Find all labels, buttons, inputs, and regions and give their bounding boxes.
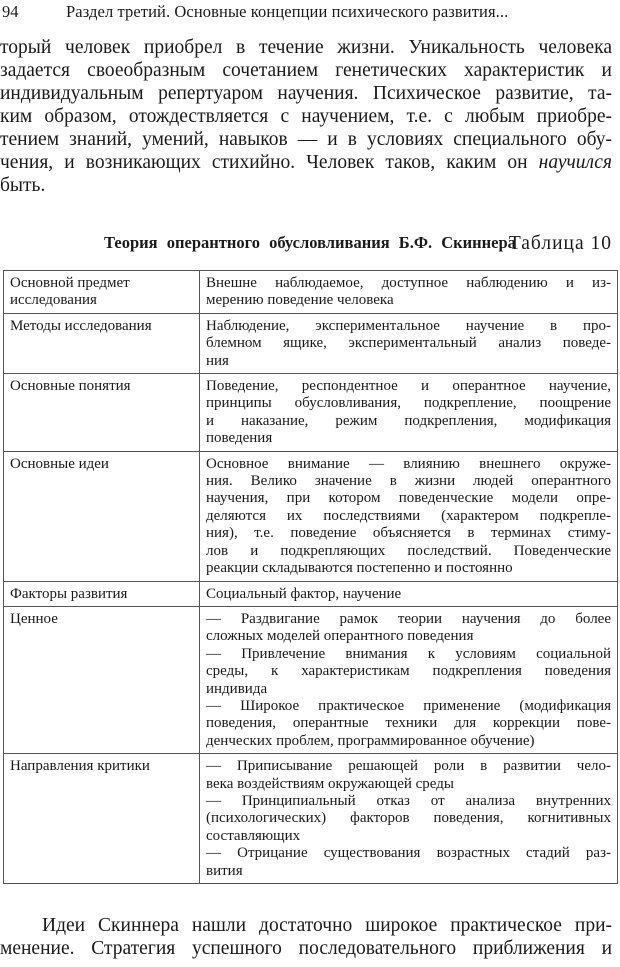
row-content-line: блемном ящике, экспериментальный анализ поведе- (206, 335, 611, 352)
row-heading-cell (4, 606, 200, 753)
text-line-with-emphasis (0, 151, 612, 174)
row-heading-cell (4, 754, 200, 884)
row-heading-cell (4, 271, 200, 314)
text-line: задается своеобразным сочетанием генетических характеристик и (0, 60, 612, 81)
row-content-line: — Приписывание решающей роли в развитии чело- (206, 758, 611, 775)
row-content-cell (200, 451, 618, 581)
row-content-line: реакции складываются постепенно и постоянно (206, 560, 513, 577)
running-title: Раздел третий. Основные концепции психического развития... (66, 2, 509, 21)
row-content-line: сложных моделей оперантного поведения (206, 628, 474, 645)
row-content-line: деляются их последствиями (характером подкрепле- (206, 507, 611, 524)
text-run: чения, и возникающих стихийно. Человек таков, каким он (0, 152, 528, 173)
row-content-line: принципы обусловливания, подкрепление, поощрение (206, 395, 611, 412)
row-content-cell (200, 271, 618, 314)
text-line: ким образом, отождествляется с научением, т.е. с любым приобре- (0, 106, 612, 127)
row-heading-cell (4, 374, 200, 452)
text-line: тением знаний, умений, навыков — и в условиях специального обу- (0, 129, 612, 150)
running-header (0, 1, 620, 23)
table-row (4, 451, 618, 581)
row-content-cell (200, 313, 618, 373)
text-line: менение. Стратегия успешного последовательного приближения и (0, 938, 612, 959)
row-content-line: — Принципиальный отказ от анализа внутренних (206, 792, 611, 809)
table-row (4, 271, 618, 314)
row-content-line: денческих проблем, программированное обучение) (206, 732, 535, 749)
row-content-cell (200, 581, 618, 606)
text-line: быть. (0, 175, 46, 196)
table-title-text: Теория оперантного обусловливания Б.Ф. Скиннера (104, 233, 516, 252)
intro-paragraph (0, 36, 612, 197)
row-heading-line: Ценное (10, 610, 58, 627)
table-row (4, 754, 618, 884)
row-heading-cell (4, 451, 200, 581)
table-row (4, 374, 618, 452)
row-content-line: Основное внимание — влиянию внешнего окруже- (206, 455, 611, 472)
row-content-line: мерению поведение человека (206, 292, 394, 309)
row-heading-line: Факторы развития (10, 585, 128, 602)
row-content-line: Поведение, респондентное и оперантное научение, (206, 378, 611, 395)
page-number: 94 (2, 2, 19, 21)
row-content-line: — Широкое практическое применение (модификация (206, 697, 611, 714)
emphasis-word: научился (538, 152, 612, 173)
row-content-line: Социальный фактор, научение (206, 585, 402, 602)
row-heading-line: Основные понятия (10, 378, 131, 395)
table-row (4, 313, 618, 373)
text-line: Идеи Скиннера нашли достаточно широкое практическое при- (42, 915, 612, 936)
row-content-line: века воздействиям окружающей среды (206, 775, 454, 792)
table-row (4, 581, 618, 606)
row-heading-line: Методы исследования (10, 317, 152, 334)
row-content-line: — Привлечение внимания к условиям социальной (206, 645, 611, 662)
text-line: торый человек приобрел в течение жизни. Уникальность человека (0, 37, 612, 58)
row-heading-line: исследования (10, 292, 97, 309)
row-content-line: индивида (206, 680, 268, 697)
row-content-line: (психологических) факторов поведения, когнитивных (206, 810, 611, 827)
row-content-line: среды, к характеристикам подкрепления поведения (206, 663, 611, 680)
closing-paragraph (0, 914, 612, 960)
row-heading-cell (4, 313, 200, 373)
row-heading-line: Направления критики (10, 758, 150, 775)
row-content-line: ния. Велико значение в жизни людей оперантного (206, 473, 611, 490)
text-line: индивидуальным репертуаром научения. Психическое развитие, та- (0, 83, 612, 104)
row-content-line: — Отрицание существования возрастных стадий раз- (206, 845, 611, 862)
row-content-line: лов и подкрепляющих последствий. Поведенческие (206, 542, 611, 559)
row-content-line: — Раздвигание рамок теории научения до более (206, 610, 611, 627)
row-content-line: поведения, оперантные техники для коррекции пове- (206, 715, 611, 732)
table-title (0, 232, 620, 254)
row-heading-line: Основные идеи (10, 455, 109, 472)
row-content-line: вития (206, 862, 243, 879)
row-content-line: Наблюдение, экспериментальное научение в про- (206, 317, 611, 334)
row-heading-cell (4, 581, 200, 606)
table-row (4, 606, 618, 753)
row-content-cell (200, 606, 618, 753)
table-body (4, 271, 618, 884)
row-content-line: составляющих (206, 827, 301, 844)
row-content-line: научения, при котором поведенческие модели опре- (206, 490, 611, 507)
row-content-line: и наказание, режим подкрепления, модификация (206, 412, 611, 429)
row-heading-line: Основной предмет (10, 275, 130, 291)
row-content-line: ния), т.е. поведение объясняется в терминах стиму- (206, 525, 611, 542)
row-content-line: поведения (206, 430, 273, 447)
skinner-theory-table (3, 270, 618, 884)
row-content-cell (200, 754, 618, 884)
table-number: Таблица 10 (508, 233, 612, 254)
row-content-cell (200, 374, 618, 452)
row-content-line: Внешне наблюдаемое, доступное наблюдению и из- (206, 275, 611, 291)
row-content-line: ния (206, 352, 229, 369)
